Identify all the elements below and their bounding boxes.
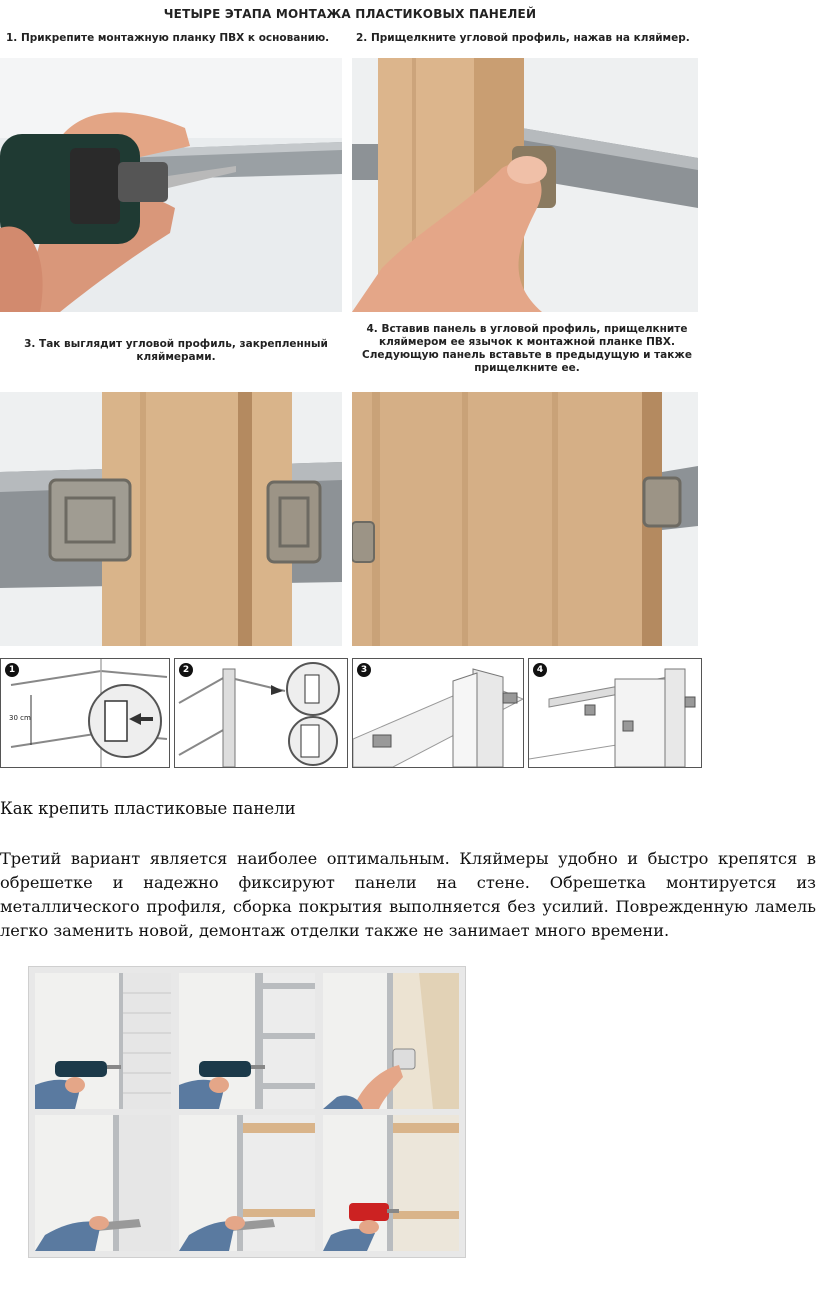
install-step-1-image — [35, 973, 171, 1109]
install-step-6-image — [323, 1115, 459, 1251]
step-2-caption: 2. Прищелкните угловой профиль, нажав на кляймер. — [356, 32, 690, 44]
step-3-photo — [0, 392, 342, 646]
scheme-2 — [174, 658, 348, 768]
install-step-2-image — [179, 973, 315, 1109]
step-4-photo — [352, 392, 698, 646]
scheme-1 — [0, 658, 170, 768]
scheme-1-measure: 30 cm — [9, 714, 31, 722]
step-2-photo — [352, 58, 698, 312]
scheme-4 — [528, 658, 702, 768]
article-paragraph: Третий вариант является наиболее оптимальным. Кляймеры удобно и быстро крепятся в обрешетке и надежно фиксируют панели на стене. Обрешетка монтируется из металлического профиля, сборка покрытия выполняется без усилий. Поврежденную ламель легко заменить новой, демонтаж отделки также не занимает много времени. — [0, 849, 816, 940]
scheme-4-number: 4 — [533, 663, 547, 677]
install-step-3-image — [323, 973, 459, 1109]
scheme-2-number: 2 — [179, 663, 193, 677]
article-heading: Как крепить пластиковые панели — [0, 799, 296, 818]
scheme-1-number: 1 — [5, 663, 19, 677]
scheme-3-number: 3 — [357, 663, 371, 677]
scheme-3 — [352, 658, 524, 768]
step-4-caption: 4. Вставив панель в угловой профиль, прищелкните кляймером ее язычок к монтажной планке ПВХ. Следующую панель вставьте в предыдущую и также прищелкните ее. — [362, 323, 692, 374]
install-step-5-image — [179, 1115, 315, 1251]
step-1-photo — [0, 58, 342, 312]
step-3-caption: 3. Так выглядит угловой профиль, закрепленный кляймерами. — [24, 338, 328, 363]
installation-steps-grid — [28, 966, 466, 1258]
install-step-4-image — [35, 1115, 171, 1251]
step-1-caption: 1. Прикрепите монтажную планку ПВХ к основанию. — [6, 32, 330, 44]
infographic-title: ЧЕТЫРЕ ЭТАПА МОНТАЖА ПЛАСТИКОВЫХ ПАНЕЛЕЙ — [163, 7, 537, 21]
